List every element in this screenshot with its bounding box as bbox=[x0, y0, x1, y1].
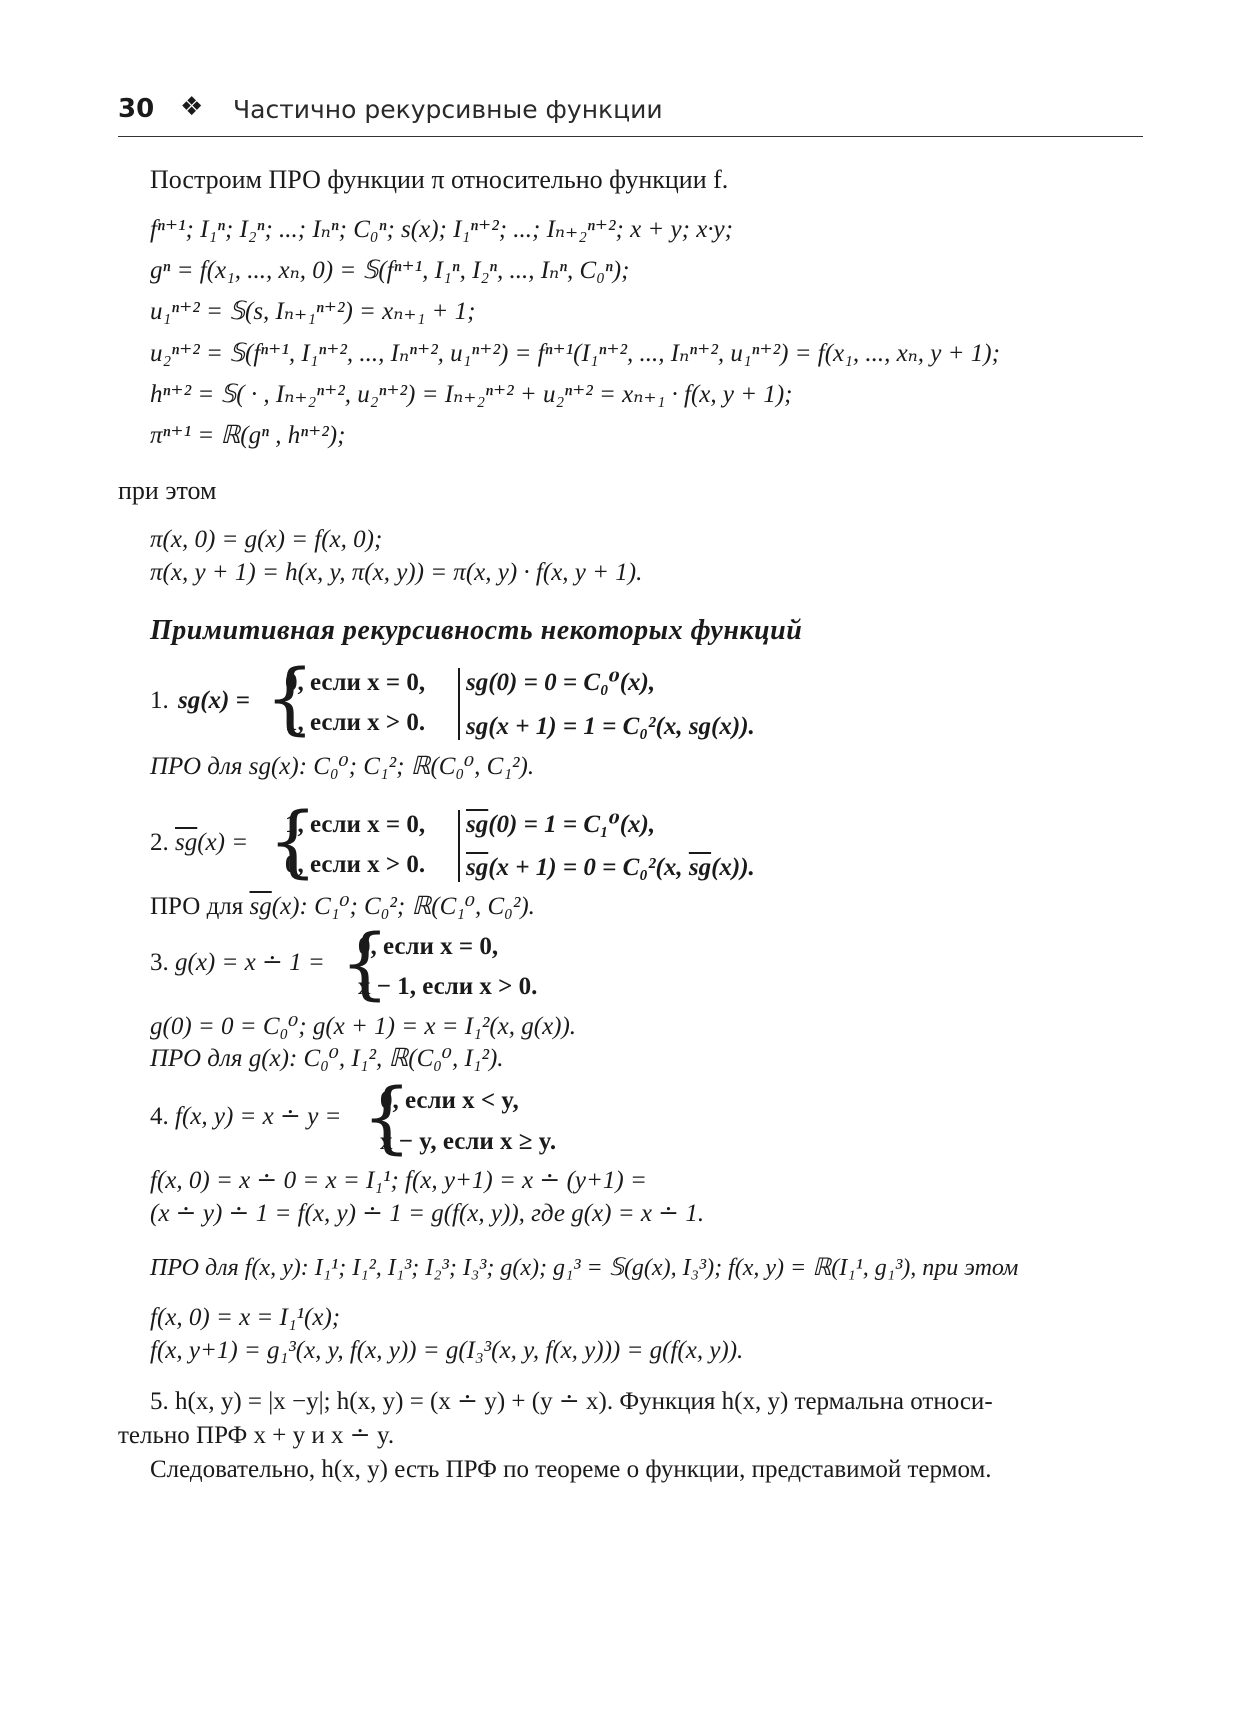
pi-eq-1: π(x, 0) = g(x) = f(x, 0); bbox=[150, 526, 383, 553]
item1-pro: ПРО для sg(x): C₀⁰; C₁²; ℝ(C₀⁰, C₁²). bbox=[150, 753, 535, 780]
item2-lhs bbox=[150, 828, 248, 858]
item2-rec2-fn2: $\overline{sg}$ bbox=[688, 854, 712, 881]
item4-lhs bbox=[150, 1102, 341, 1132]
item3-case1: 0, если x = 0, bbox=[358, 933, 499, 960]
item4-line1: f(x, 0) = x ∸ 0 = x = I₁¹; f(x, y+1) = x ∸ (y+1) = bbox=[150, 1167, 647, 1194]
item1-rec-bar bbox=[458, 668, 460, 740]
item5-line1: 5. h(x, y) = |x −y|; h(x, y) = (x ∸ y) + (y ∸ x). Функция h(x, y) термальна относи- bbox=[150, 1388, 993, 1415]
pro-line-2: gⁿ = f(x₁, ..., xₙ, 0) = 𝕊(fⁿ⁺¹, I₁ⁿ, I₂ⁿ, ..., Iₙⁿ, C₀ⁿ); bbox=[150, 257, 630, 284]
item4-case2: x − y, если x ≥ y. bbox=[380, 1128, 557, 1155]
item2-rec2-mid: (x + 1) = 0 = C₀²(x, bbox=[488, 854, 689, 881]
item2-rec1 bbox=[466, 810, 655, 840]
item1-rec2: sg(x + 1) = 1 = C₀²(x, sg(x)). bbox=[466, 713, 755, 740]
item2-pro bbox=[150, 892, 535, 922]
item4-lhs-text: f(x, y) = x ∸ y = bbox=[175, 1103, 342, 1130]
item3-lhs bbox=[150, 948, 325, 978]
item4-case1: 0, если x < y, bbox=[380, 1087, 519, 1114]
item1-rec1: sg(0) = 0 = C₀⁰(x), bbox=[466, 669, 656, 696]
item2-rec-bar bbox=[458, 810, 460, 882]
item2-lhs-rest: (x) = bbox=[197, 829, 249, 856]
item5-line2: тельно ПРФ x + y и x ∸ y. bbox=[118, 1422, 395, 1449]
item3-brace: { bbox=[340, 919, 390, 1009]
item2-pro-b: (x): C₁⁰; C₀²; ℝ(C₁⁰, C₀²). bbox=[271, 893, 535, 920]
item4-eq1: f(x, 0) = x = I₁¹(x); bbox=[150, 1304, 341, 1331]
item1-case1: 0, если x = 0, bbox=[285, 669, 426, 696]
ornament-icon: ❖ bbox=[180, 92, 204, 122]
pro-line-4: u₂ⁿ⁺² = 𝕊(fⁿ⁺¹, I₁ⁿ⁺², ..., Iₙⁿ⁺², u₁ⁿ⁺²) = fⁿ⁺¹(I₁ⁿ⁺², ..., Iₙⁿ⁺², u₁ⁿ⁺²) = f(x₁, ..., xₙ, y + 1); bbox=[150, 340, 1000, 367]
item4-label: 4. bbox=[150, 1103, 169, 1130]
item3-line1: g(0) = 0 = C₀⁰; g(x + 1) = x = I₁²(x, g(x)). bbox=[150, 1013, 577, 1040]
pro-line-3: u₁ⁿ⁺² = 𝕊(s, Iₙ₊₁ⁿ⁺²) = xₙ₊₁ + 1; bbox=[150, 298, 476, 325]
running-title: Частично рекурсивные функции bbox=[233, 95, 663, 124]
item1-case2: 1, если x > 0. bbox=[285, 709, 426, 736]
pro-line-5: hⁿ⁺² = 𝕊( · , Iₙ₊₂ⁿ⁺², u₂ⁿ⁺²) = Iₙ₊₂ⁿ⁺² + u₂ⁿ⁺² = xₙ₊₁ · f(x, y + 1); bbox=[150, 381, 793, 408]
item4-line2: (x ∸ y) ∸ 1 = f(x, y) ∸ 1 = g(f(x, y)), где g(x) = x ∸ 1. bbox=[150, 1200, 705, 1227]
page-header bbox=[118, 92, 1143, 137]
item2-label: 2. bbox=[150, 829, 169, 856]
item2-rec2-end: (x)). bbox=[711, 854, 755, 881]
item3-lhs-text: g(x) = x ∸ 1 = bbox=[175, 949, 325, 976]
item4-eq2: f(x, y+1) = g₁³(x, y, f(x, y)) = g(I₃³(x, y, f(x, y))) = g(f(x, y)). bbox=[150, 1337, 744, 1364]
pro-line-6: πⁿ⁺¹ = ℝ(gⁿ , hⁿ⁺²); bbox=[150, 422, 346, 449]
item3-case2: x − 1, если x > 0. bbox=[358, 973, 538, 1000]
item2-fn: $\overline{sg}$ bbox=[175, 829, 198, 856]
item2-case2: 0, если x > 0. bbox=[285, 851, 426, 878]
item4-brace: { bbox=[362, 1073, 412, 1163]
item2-rec1-rest: (0) = 1 = C₁⁰(x), bbox=[488, 811, 656, 838]
item3-label: 3. bbox=[150, 949, 169, 976]
pi-eq-2: π(x, y + 1) = h(x, y, π(x, y)) = π(x, y) · f(x, y + 1). bbox=[150, 559, 643, 586]
item2-case1: 1, если x = 0, bbox=[285, 811, 426, 838]
pri-etom-text: при этом bbox=[118, 476, 217, 505]
item2-rec1-fn: $\overline{sg}$ bbox=[466, 811, 489, 838]
item2-pro-fn: $\overline{sg}$ bbox=[249, 893, 272, 920]
page-number: 30 bbox=[118, 94, 155, 124]
item1-label: 1. bbox=[150, 687, 169, 714]
section-heading: Примитивная рекурсивность некоторых функций bbox=[150, 615, 803, 646]
item4-pro: ПРО для f(x, y): I₁¹; I₁², I₁³; I₂³; I₃³; g(x); g₁³ = 𝕊(g(x), I₃³); f(x, y) = ℝ(I₁¹, g₁³), при этом bbox=[150, 1255, 1019, 1281]
item1-brace: { bbox=[265, 654, 315, 744]
item3-pro: ПРО для g(x): C₀⁰, I₁², ℝ(C₀⁰, I₁²). bbox=[150, 1045, 504, 1072]
intro-text: Построим ПРО функции π относительно функции f. bbox=[150, 165, 729, 194]
pro-line-1: fⁿ⁺¹; I₁ⁿ; I₂ⁿ; ...; Iₙⁿ; C₀ⁿ; s(x); I₁ⁿ⁺²; ...; Iₙ₊₂ⁿ⁺²; x + y; x·y; bbox=[150, 216, 733, 243]
item2-rec2-fn: $\overline{sg}$ bbox=[466, 854, 489, 881]
item2-brace: { bbox=[268, 797, 318, 887]
item2-pro-a: ПРО для bbox=[150, 893, 250, 920]
item1-lhs: sg(x) = bbox=[178, 687, 250, 714]
item5-line3: Следовательно, h(x, y) есть ПРФ по теореме о функции, представимой термом. bbox=[150, 1456, 992, 1483]
item2-rec2 bbox=[466, 853, 755, 883]
